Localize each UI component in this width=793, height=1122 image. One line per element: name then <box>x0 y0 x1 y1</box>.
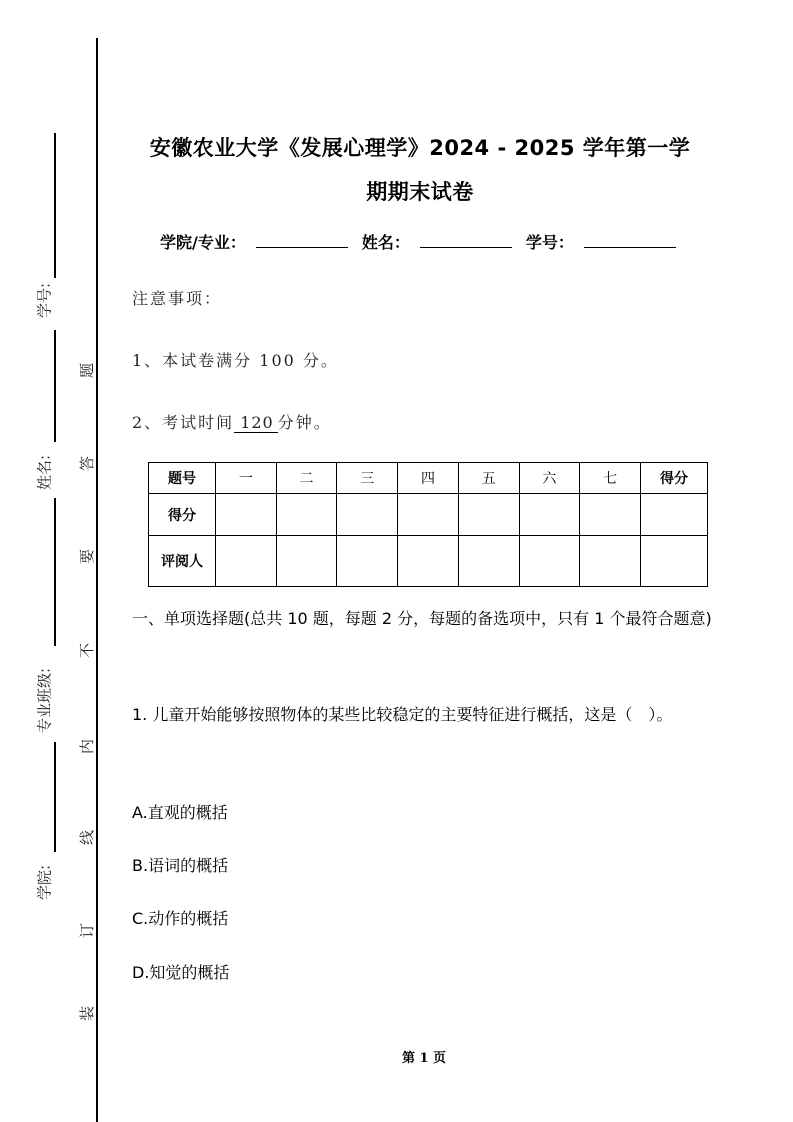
table-row <box>149 494 708 536</box>
row-label: 评阅人 <box>149 536 216 587</box>
margin-label-major-class: 专业班级: <box>35 667 54 734</box>
question-stem: 1. 儿童开始能够按照物体的某些比较稳定的主要特征进行概括，这是（ ）。 <box>132 705 673 724</box>
grader-cell[interactable] <box>580 536 641 587</box>
notice-item-2-prefix: 2、考试时间 <box>132 413 235 432</box>
header-cell: 二 <box>276 463 337 494</box>
option-d: D.知觉的概括 <box>132 963 230 982</box>
page-number: 第 1 页 <box>401 1051 447 1066</box>
header-cell: 四 <box>398 463 459 494</box>
header-cell: 一 <box>216 463 277 494</box>
seal-char: 线 <box>78 829 97 846</box>
margin-label-student-id: 学号: <box>35 282 54 319</box>
name-label: 姓名： <box>361 233 410 252</box>
header-cell: 七 <box>580 463 641 494</box>
exam-duration-value: 120 <box>234 413 278 433</box>
seal-char: 要 <box>78 548 97 565</box>
section-heading: 一、单项选择题(总共 10 题，每题 2 分，每题的备选项中，只有 1 个最符合题意) <box>132 609 712 628</box>
score-cell[interactable] <box>216 494 277 536</box>
grader-cell[interactable] <box>458 536 519 587</box>
grader-cell[interactable] <box>216 536 277 587</box>
row-label: 得分 <box>149 494 216 536</box>
college-major-field[interactable] <box>256 231 348 248</box>
margin-blank-name <box>54 498 56 646</box>
margin-blank-student-id <box>54 133 56 278</box>
notice-item-2 <box>132 410 332 433</box>
seal-char: 装 <box>78 1005 97 1022</box>
seal-char: 答 <box>78 455 97 472</box>
grader-cell[interactable] <box>337 536 398 587</box>
table-row <box>149 536 708 587</box>
seal-char: 不 <box>78 642 97 659</box>
student-info-row <box>160 230 680 253</box>
header-cell: 五 <box>458 463 519 494</box>
score-table-header <box>149 463 708 494</box>
notice-item-1: 1、本试卷满分 100 分。 <box>132 351 339 370</box>
seal-char: 内 <box>78 738 97 755</box>
grader-cell[interactable] <box>519 536 580 587</box>
student-id-field[interactable] <box>584 231 676 248</box>
grader-cell[interactable] <box>641 536 708 587</box>
header-cell: 题号 <box>149 463 216 494</box>
score-cell[interactable] <box>398 494 459 536</box>
score-cell[interactable] <box>276 494 337 536</box>
grader-cell[interactable] <box>398 536 459 587</box>
score-table <box>148 462 708 587</box>
option-a: A.直观的概括 <box>132 803 228 822</box>
seal-char: 题 <box>78 362 97 379</box>
header-cell: 三 <box>337 463 398 494</box>
score-cell[interactable] <box>519 494 580 536</box>
score-cell[interactable] <box>458 494 519 536</box>
page-title-line2: 期期末试卷 <box>366 180 474 204</box>
option-c: C.动作的概括 <box>132 909 229 928</box>
margin-label-college: 学院: <box>35 864 54 901</box>
margin-label-name: 姓名: <box>35 454 54 491</box>
header-cell: 六 <box>519 463 580 494</box>
margin-blank-name-top <box>54 330 56 442</box>
student-id-label: 学号： <box>525 233 574 252</box>
seal-char: 订 <box>78 922 97 939</box>
score-cell[interactable] <box>580 494 641 536</box>
option-b: B.语词的概括 <box>132 856 229 875</box>
notice-heading: 注意事项： <box>132 289 223 308</box>
college-major-label: 学院/专业： <box>160 233 246 252</box>
header-cell: 得分 <box>641 463 708 494</box>
page-title-line1: 安徽农业大学《发展心理学》2024 - 2025 学年第一学 <box>149 136 691 160</box>
margin-blank-major-class <box>54 742 56 852</box>
name-field[interactable] <box>420 231 512 248</box>
binding-line <box>96 38 98 1122</box>
score-cell[interactable] <box>337 494 398 536</box>
score-cell[interactable] <box>641 494 708 536</box>
notice-item-2-suffix: 分钟。 <box>277 413 332 432</box>
grader-cell[interactable] <box>276 536 337 587</box>
